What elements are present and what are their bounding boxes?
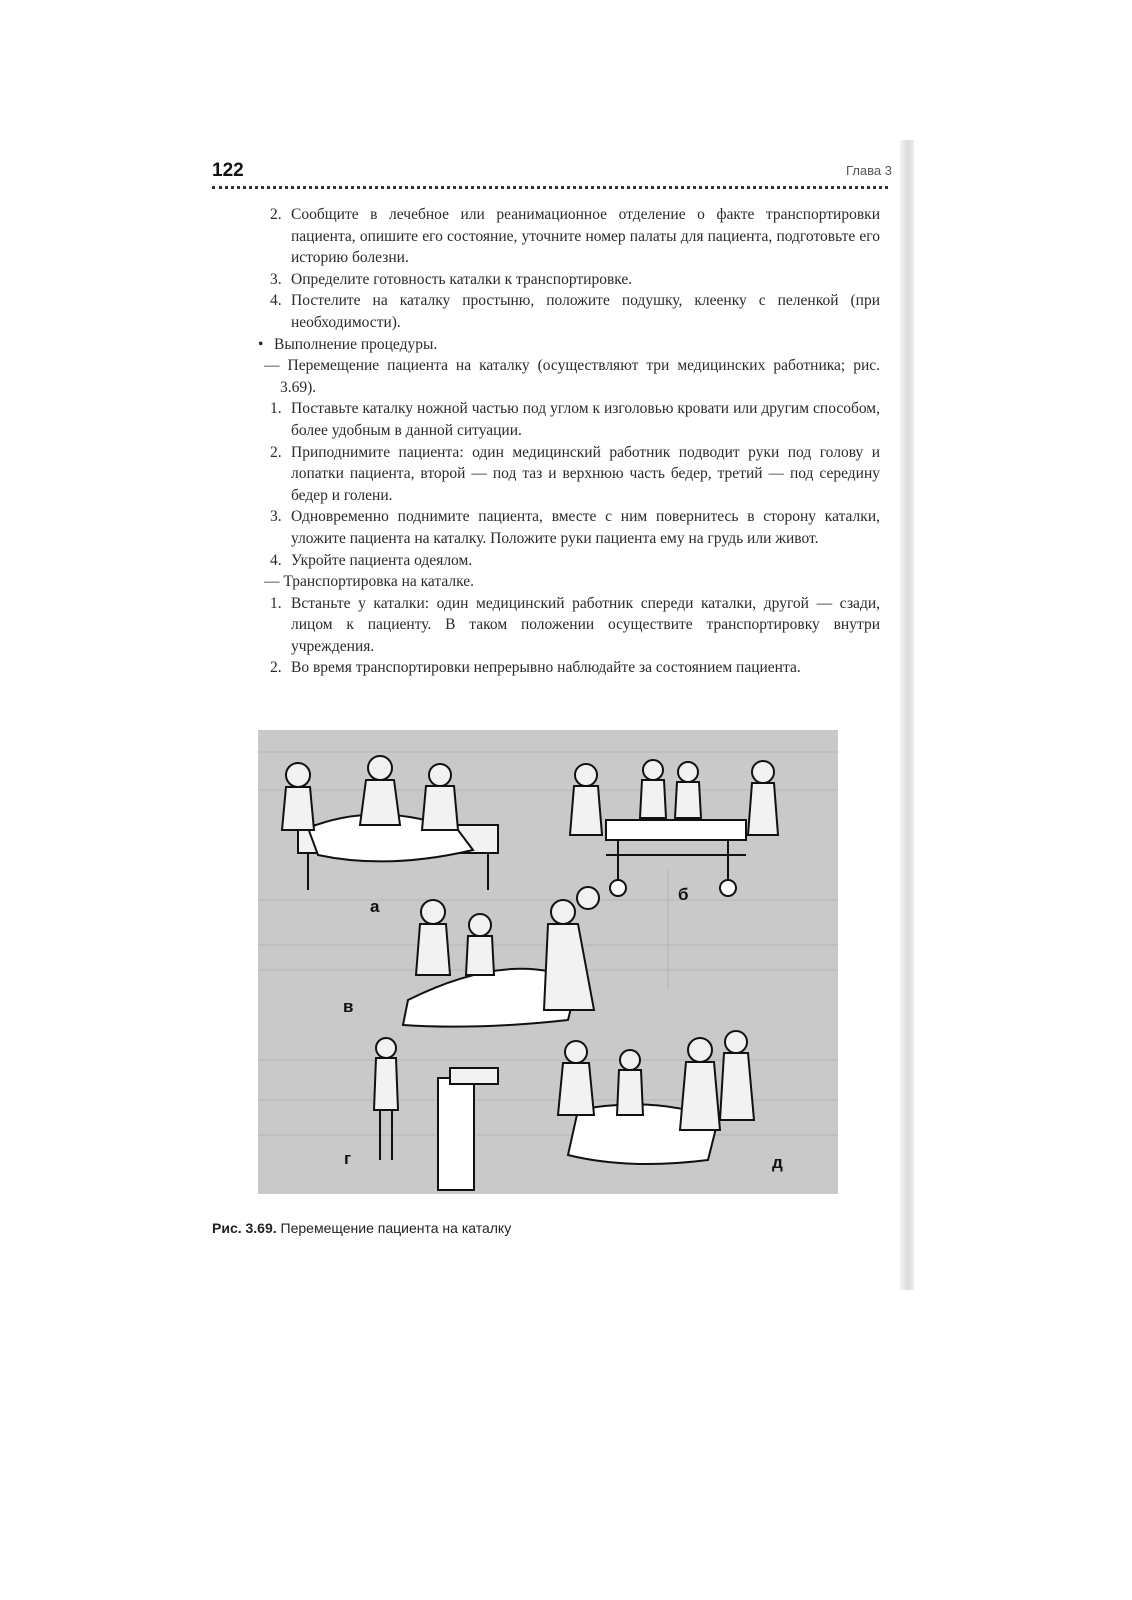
list-item: 4. Укройте пациента одеялом.: [270, 551, 473, 569]
panel-a-drawing: [282, 756, 498, 890]
list-item: 2. Сообщите в лечебное или реанимационное отделение о факте транспортировки пациента, опишите его состояние, уточните номер палаты для пациента, подготовьте его историю болезни.: [270, 206, 880, 267]
panel-label-a: а: [370, 897, 380, 916]
panel-label-v: в: [343, 997, 354, 1016]
page-edge-shadow: [900, 140, 914, 1290]
panel-v-drawing: [403, 887, 599, 1027]
list-item: 2. Приподнимите пациента: один медицинский работник подводит руки под голову и лопатки пациента, второй — под таз и верхнюю часть бедер, третий — под середину бедер и голени.: [270, 443, 880, 504]
list-item: 3. Определите готовность каталки к транспортировке.: [270, 270, 633, 288]
caption-label: Рис. 3.69.: [212, 1220, 277, 1236]
caption-text: Перемещение пациента на каталку: [276, 1220, 512, 1236]
header-divider: [212, 186, 888, 189]
panel-label-b: б: [678, 885, 689, 904]
figure-caption: [212, 1220, 511, 1236]
figure-illustration: [258, 730, 838, 1194]
subsection-heading: — Транспортировка на каталке.: [264, 573, 475, 591]
panel-label-g: г: [344, 1149, 352, 1168]
subsection-heading: — Перемещение пациента на каталку (осуществляют три медицинских работника; рис. 3.69).: [264, 357, 881, 396]
list-item: 1. Поставьте каталку ножной частью под углом к изголовью кровати или другим способом, более удобным в данной ситуации.: [270, 400, 880, 439]
chapter-title: Глава 3: [846, 163, 892, 178]
list-item: 4. Постелите на каталку простыню, положите подушку, клеенку с пеленкой (при необходимости).: [270, 292, 880, 331]
panel-b-drawing: [570, 760, 778, 896]
panel-d-drawing: [558, 1031, 754, 1164]
section-bullet: • Выполнение процедуры.: [258, 335, 438, 353]
illustration-svg: [258, 730, 838, 1194]
list-item: 1. Встаньте у каталки: один медицинский работник спереди каталки, другой — сзади, лицом к пациенту. В таком положении осуществите транспортировку внутри учреждения.: [270, 594, 880, 655]
body-text: [258, 204, 880, 679]
list-item: 3. Одновременно поднимите пациента, вместе с ним повернитесь в сторону каталки, уложите пациента на каталку. Положите руки пациента ему на грудь или живот.: [270, 508, 880, 547]
page-number: 122: [212, 160, 244, 181]
panel-g-drawing: [374, 1038, 498, 1190]
list-item: 2. Во время транспортировки непрерывно наблюдайте за состоянием пациента.: [270, 659, 801, 677]
panel-label-d: д: [772, 1153, 783, 1172]
